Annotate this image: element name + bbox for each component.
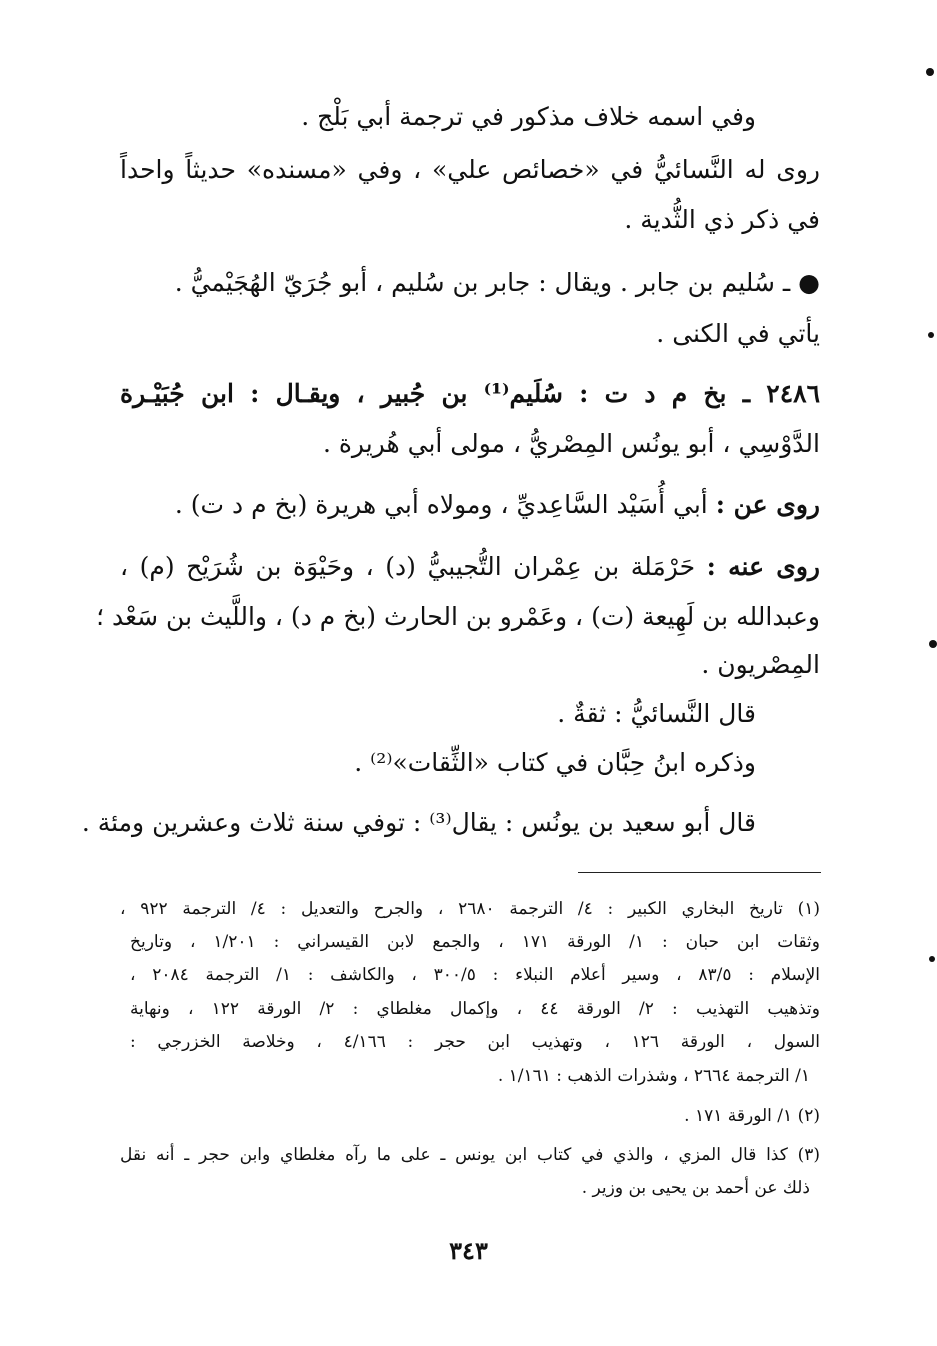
footnote-line: (٢) ١/ الورقة ١٧١ . <box>684 1106 820 1126</box>
narrated-from-line: روى عن : أبي أُسَيْد السَّاعِديِّ ، ومولاه أبي هريرة (بخ م د ت) . <box>174 490 820 519</box>
footnote-line: السول ، الورقة ١٢٦ ، وتهذيب ابن حجر : ٤/١٦٦ ، وخلاصة الخزرجي : <box>130 1032 820 1052</box>
footnote-line: وثقات ابن حبان : ١/ الورقة ١٧١ ، والجمع لابن القيسراني : ١/٢٠١ ، وتاريخ <box>130 932 820 952</box>
narrated-by-line: روى عنه : حَرْمَلة بن عِمْران التُّجيبيُّ (د) ، وحَيْوَة بن شُرَيْح (م) ، <box>120 552 820 581</box>
footnote-line: ١/ الترجمة ٢٦٦٤ ، وشذرات الذهب : ١/١٦١ . <box>497 1066 810 1086</box>
entry-heading: ● ـ سُليم بن جابر . ويقال : جابر بن سُليم ، أبو جُرَيّ الهُجَيْميُّ . <box>174 268 820 297</box>
footnote-line: ذلك عن أحمد بن يحيى بن وزير . <box>581 1178 810 1198</box>
margin-speck <box>926 68 934 76</box>
text-line: وذكره ابنُ حِبَّان في كتاب «الثِّقات»⁽²⁾ . <box>354 748 756 777</box>
text-line: يأتي في الكنى . <box>656 319 820 348</box>
footnote-line: (٣) كذا قال المزي ، والذي في كتاب ابن يونس ـ على ما رآه مغلطاي وابن حجر ـ أنه نقل <box>120 1145 820 1165</box>
footnote-line: (١) تاريخ البخاري الكبير : ٤/ الترجمة ٢٦٨٠ ، والجرح والتعديل : ٤/ الترجمة ٩٢٢ ، <box>120 899 820 919</box>
text-line: وفي اسمه خلاف مذكور في ترجمة أبي بَلْج . <box>301 102 756 131</box>
text-line: الدَّوْسِي ، أبو يونُس المِصْريُّ ، مولى أبي هُريرة . <box>322 429 820 458</box>
text-line: المِصْريون . <box>701 650 820 679</box>
field-label: روى عنه : <box>706 552 820 581</box>
margin-speck <box>929 956 935 962</box>
text-line: في ذكر ذي الثُّدية . <box>624 205 820 234</box>
margin-speck <box>929 640 937 648</box>
margin-speck <box>928 332 934 338</box>
entry-heading: ٢٤٨٦ ـ بخ م د ت : سُلَيم⁽¹⁾ بن جُبير ، ويقـال : ابن جُبَيْـرة <box>120 379 820 408</box>
footnote-line: وتذهيب التهذيب : ٢/ الورقة ٤٤ ، وإكمال مغلطاي : ٢/ الورقة ١٢٢ ، ونهاية <box>130 999 820 1019</box>
footnote-line: الإسلام : ٨٣/٥ ، وسير أعلام النبلاء : ٣٠٠/٥ ، والكاشف : ١/ الترجمة ٢٠٨٤ ، <box>130 965 821 985</box>
text-line: قال النَّسائيُّ : ثقةٌ . <box>557 699 756 728</box>
text-line: قال أبو سعيد بن يونُس : يقال⁽³⁾ : توفي سنة ثلاث وعشرين ومئة . <box>81 808 756 837</box>
page-number: ٣٤٣ <box>449 1236 488 1265</box>
text-line: وعبدالله بن لَهِيعة (ت) ، وعَمْرو بن الحارث (بخ م د) ، واللَّيث بن سَعْد ؛ <box>96 602 820 631</box>
text-line: روى له النَّسائيُّ في «خصائص علي» ، وفي «مسنده» حديثاً واحداً <box>120 155 820 184</box>
field-label: روى عن : <box>715 490 820 519</box>
footnote-rule <box>578 872 821 873</box>
